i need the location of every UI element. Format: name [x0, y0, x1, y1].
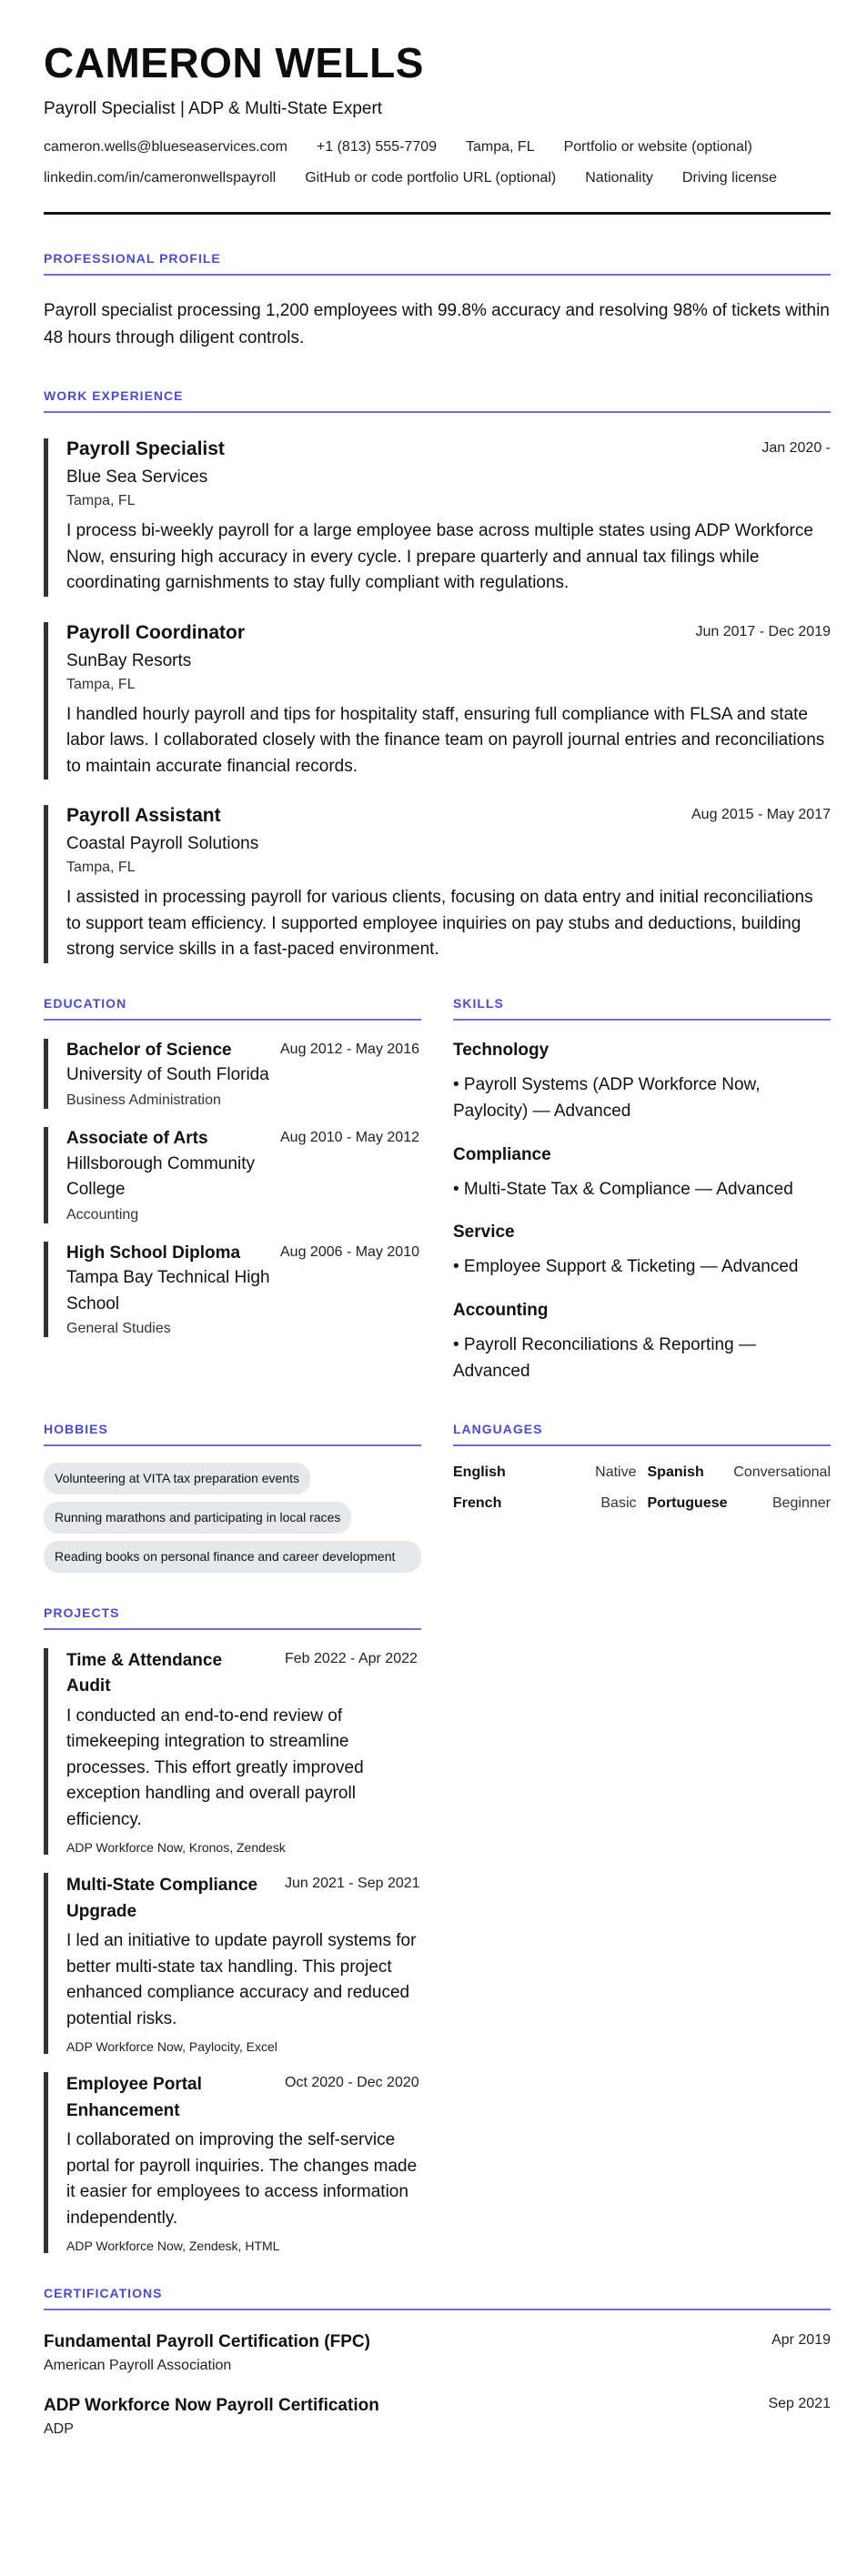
section-title: EDUCATION	[44, 996, 421, 1021]
education-skills-row	[44, 996, 831, 1385]
job-location: Tampa, FL	[66, 493, 136, 509]
education-degree: High School Diploma	[66, 1243, 241, 1263]
contact-linkedin[interactable]: linkedin.com/in/cameronwellspayroll	[44, 169, 277, 186]
job-description: I handled hourly payroll and tips for hospitality staff, ensuring full compliance with FLSA and state labor laws. I collaborated closely with the finance team on payroll journal entries and reconciliations to maintain accurate financial records.	[66, 704, 825, 776]
skill-item: • Employee Support & Ticketing — Advanced	[453, 1257, 799, 1277]
candidate-name: CAMERON WELLS	[44, 39, 424, 86]
language-item	[648, 1464, 832, 1481]
certification-entry	[44, 2332, 831, 2374]
project-entry	[44, 2072, 421, 2253]
certification-name: ADP Workforce Now Payroll Certification	[44, 2396, 379, 2415]
education-field: Accounting	[66, 1206, 139, 1223]
project-date: Oct 2020 - Dec 2020	[285, 2075, 419, 2090]
education-date: Aug 2010 - May 2012	[280, 1129, 419, 1145]
education-degree: Associate of Arts	[66, 1128, 208, 1148]
skill-group	[453, 1301, 831, 1385]
certification-issuer: ADP	[44, 2421, 74, 2437]
contact-portfolio[interactable]: Portfolio or website (optional)	[563, 138, 752, 155]
education-section	[44, 996, 421, 1385]
contact-email[interactable]: cameron.wells@blueseaservices.com	[44, 138, 287, 155]
skill-group	[453, 1145, 831, 1202]
section-title: PROJECTS	[44, 1605, 421, 1630]
certification-date: Apr 2019	[771, 2332, 831, 2348]
contact-github[interactable]: GitHub or code portfolio URL (optional)	[305, 169, 557, 186]
section-title: LANGUAGES	[453, 1422, 831, 1446]
language-level: Conversational	[733, 1464, 831, 1480]
job-entry	[44, 622, 831, 780]
project-entry	[44, 1873, 421, 2054]
section-title: SKILLS	[453, 996, 831, 1021]
project-tech: ADP Workforce Now, Kronos, Zendesk	[66, 1840, 286, 1855]
language-name: Portuguese	[647, 1494, 728, 1511]
education-field: Business Administration	[66, 1092, 221, 1108]
skill-item: • Payroll Reconciliations & Reporting — Advanced	[453, 1334, 756, 1382]
skill-category: Accounting	[453, 1300, 549, 1320]
skills-section	[453, 996, 831, 1385]
education-entry	[44, 1242, 421, 1338]
education-degree: Bachelor of Science	[66, 1040, 232, 1060]
language-level: Native	[595, 1464, 637, 1480]
project-description: I led an initiative to update payroll systems for better multi-state tax handling. This project enhanced compliance accuracy and reduced potential risks.	[66, 1931, 417, 2028]
contact-list	[44, 139, 831, 186]
language-item	[648, 1495, 832, 1512]
language-level: Beginner	[771, 1494, 831, 1511]
education-date: Aug 2012 - May 2016	[280, 1041, 419, 1057]
project-description: I conducted an end-to-end review of timekeeping integration to streamline processes. This effort greatly improved exception handling and overall payroll efficiency.	[66, 1706, 364, 1829]
project-entry	[44, 1648, 421, 1856]
profile-section	[44, 251, 831, 353]
education-school: Tampa Bay Technical High School	[66, 1268, 270, 1313]
skill-item: • Payroll Systems (ADP Workforce Now, Paylocity) — Advanced	[453, 1074, 761, 1122]
hobby-chip: Reading books on personal finance and career development	[44, 1541, 421, 1573]
job-date: Jan 2020 -	[761, 440, 831, 457]
job-location: Tampa, FL	[66, 860, 136, 876]
work-experience-section	[44, 388, 831, 963]
job-company: SunBay Resorts	[66, 650, 192, 670]
contact-phone[interactable]: +1 (813) 555-7709	[316, 138, 438, 155]
hobby-chip: Running marathons and participating in local races	[44, 1502, 351, 1534]
job-company: Coastal Payroll Solutions	[66, 834, 259, 854]
skill-category: Service	[453, 1223, 515, 1243]
hobbies-languages-row	[44, 1422, 831, 1573]
education-entry	[44, 1039, 421, 1109]
skill-category: Technology	[453, 1040, 549, 1060]
language-level: Basic	[600, 1494, 637, 1511]
languages-section	[453, 1422, 831, 1573]
language-name: Spanish	[647, 1464, 704, 1480]
hobby-list	[44, 1463, 421, 1573]
project-date: Jun 2021 - Sep 2021	[285, 1876, 420, 1891]
resume-header	[44, 40, 831, 215]
profile-text: Payroll specialist processing 1,200 employees with 99.8% accuracy and resolving 98% of tickets within 48 hours through diligent controls.	[44, 300, 830, 347]
header-divider	[44, 212, 831, 215]
section-title: CERTIFICATIONS	[44, 2286, 831, 2310]
section-title: PROFESSIONAL PROFILE	[44, 251, 831, 276]
job-date: Jun 2017 - Dec 2019	[695, 623, 831, 639]
education-field: General Studies	[66, 1321, 171, 1337]
skill-group	[453, 1041, 831, 1125]
language-name: French	[453, 1494, 502, 1511]
certification-entry	[44, 2396, 831, 2438]
job-description: I process bi-weekly payroll for a large employee base across multiple states using ADP Workforce Now, ensuring high accuracy in every cycle. I prepare quarterly and annual tax filings while coordinating garnishments to stay fully compliant with regulations.	[66, 521, 813, 593]
job-location: Tampa, FL	[66, 676, 136, 692]
certification-issuer: American Payroll Association	[44, 2358, 232, 2373]
skill-category: Compliance	[453, 1144, 551, 1164]
certification-name: Fundamental Payroll Certification (FPC)	[44, 2332, 370, 2351]
hobbies-section	[44, 1422, 421, 1573]
job-description: I assisted in processing payroll for various clients, focusing on data entry and initial reconciliations to support team efficiency. I supported employee inquiries on pay stubs and deductions, building strong service skills in a fast-paced environment.	[66, 888, 813, 960]
language-item	[453, 1464, 637, 1481]
project-description: I collaborated on improving the self-service portal for payroll inquiries. The changes made it easier for employees to access information independently.	[66, 2130, 418, 2228]
job-title: Payroll Coordinator	[66, 621, 246, 643]
contact-nationality: Nationality	[585, 169, 653, 186]
contact-driving-license: Driving license	[681, 169, 777, 186]
certifications-section	[44, 2286, 831, 2438]
job-title: Payroll Assistant	[66, 805, 221, 827]
job-entry	[44, 805, 831, 963]
language-item	[453, 1495, 637, 1512]
skill-group	[453, 1223, 831, 1280]
project-tech: ADP Workforce Now, Zendesk, HTML	[66, 2239, 280, 2253]
education-school: Hillsborough Community College	[66, 1153, 255, 1200]
job-date: Aug 2015 - May 2017	[691, 807, 831, 823]
job-company: Blue Sea Services	[66, 468, 208, 488]
contact-location: Tampa, FL	[466, 138, 535, 155]
project-title: Time & Attendance Audit	[66, 1650, 223, 1696]
section-title: HOBBIES	[44, 1422, 421, 1446]
projects-section	[44, 1605, 421, 2254]
project-date: Feb 2022 - Apr 2022	[285, 1650, 418, 1666]
certification-date: Sep 2021	[768, 2396, 831, 2411]
section-title: WORK EXPERIENCE	[44, 388, 831, 413]
project-title: Multi-State Compliance Upgrade	[66, 1876, 258, 1921]
candidate-subtitle: Payroll Specialist | ADP & Multi-State Expert	[44, 98, 383, 118]
skill-item: • Multi-State Tax & Compliance — Advanced	[453, 1179, 793, 1199]
education-school: University of South Florida	[66, 1065, 269, 1085]
education-date: Aug 2006 - May 2010	[280, 1243, 419, 1260]
hobby-chip: Volunteering at VITA tax preparation events	[44, 1463, 310, 1494]
project-tech: ADP Workforce Now, Paylocity, Excel	[66, 2039, 277, 2054]
project-title: Employee Portal Enhancement	[66, 2075, 202, 2120]
job-title: Payroll Specialist	[66, 438, 225, 460]
job-entry	[44, 438, 831, 597]
education-entry	[44, 1127, 421, 1223]
language-name: English	[453, 1464, 506, 1480]
language-grid	[453, 1464, 831, 1512]
